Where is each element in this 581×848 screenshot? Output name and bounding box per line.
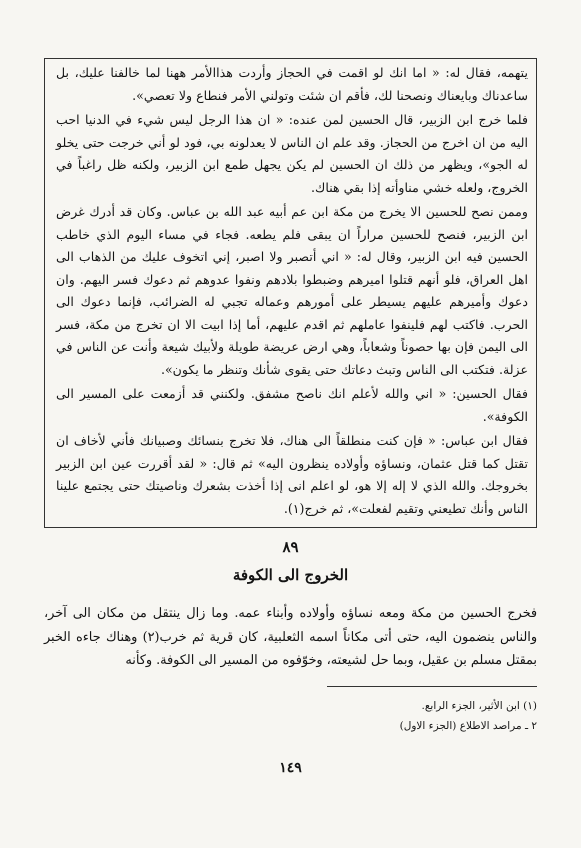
- section-number: ٨٩: [282, 538, 299, 556]
- passage-paragraph-2: فلما خرج ابن الزبير، قال الحسين لمن عنده: « ان هذا الرجل ليس شيء في الدنيا احب اليه من ان اخرج من الحجاز. وقد علم ان الناس لا يعدلونه بي، فود لو أني خرجت حتى يخلو له الجو»، ويظهر من ذلك ان الحسين لم يكن يجهل طمع ابن الزبير، ولكنه ظل راغباً في الخروج، ولعله خشي مناوأته إذا بقي هناك.: [56, 112, 528, 195]
- section-title: الخروج الى الكوفة: [232, 566, 349, 584]
- body-text: [44, 602, 537, 673]
- passage-paragraph-5: فقال ابن عباس: « فإن كنت منطلقاً الى هناك، فلا تخرج بنسائك وصبيانك فأني لأخاف ان تقتل كما قتل عثمان، ونساؤه وأولاده ينظرون اليه» ثم قال: « لقد أقررت عين ابن الزبير بخروجك. والله الذي لا إله إلا هو، لو اعلم انى إذا أخذت بشعرك وناصيتك حتى يجتمع علينا الناس وأنك تطيعني وتقيم لفعلت»، ثم خرج(١).: [56, 433, 528, 516]
- footnotes: [44, 696, 537, 736]
- page-number: ١٤٩: [279, 760, 302, 776]
- boxed-passage: [56, 62, 528, 520]
- footnote-divider: [327, 686, 537, 687]
- passage-paragraph-3: وممن نصح للحسين الا يخرج من مكة ابن عم أبيه عبد الله بن عباس. وكان قد أدرك غرض ابن الزبير، فنصح للحسين مراراً ان يبقى فلم يطعه. فجاء في مساء اليوم الذي خاطب الحسين فيه ابن الزبير، وقال له: « اني أتصبر ولا اصبر، إني اتخوف عليك من الذهاب الى اهل العراق، فلو أنهم قتلوا اميرهم وضبطوا بلادهم ونفوا عدوهم ثم دعوك فسر اليهم. وان دعوك وأميرهم عليهم يسيطر على أمورهم وعماله تجبي له الضرائب، فإنما دعوك الى الحرب. فاكتب لهم فلينفوا عاملهم ثم اقدم عليهم، أما إذا ابيت الا ان تخرج من مكة، فسر الى اليمن فإن بها حصوناً وشعاباً، وهي ارض عريضة طويلة ولأبيك شيعة وأنت عن الناس في عزلة. فتكتب الى الناس وتبث دعاتك حتى يقوى شأنك وتنظر ما يكون».: [56, 204, 528, 377]
- passage-paragraph-1: يتهمه، فقال له: « اما انك لو اقمت في الحجاز وأردت هذاالأمر ههنا لما خالفنا عليك، بل ساعدناك وبايعناك ونصحنا لك، فأقم ان شئت وتولني الأمر فنطاع ولا تعصي».: [56, 65, 528, 103]
- body-paragraph-1: فخرج الحسين من مكة ومعه نساؤه وأولاده وأبناء عمه. وما زال ينتقل من مكان الى آخر، والناس ينضمون اليه، حتى أتى مكاناً اسمه الثعلبية، كان قرية ثم خرب(٢) وهناك جاءه الخبر بمقتل مسلم بن عقيل، وبما حل لشيعته، وخوّفوه من المسير الى الكوفة. وكأنه: [44, 606, 537, 668]
- footnote-2: ٢ ـ مراصد الاطلاع (الجزء الاول): [399, 720, 537, 732]
- passage-paragraph-4: فقال الحسين: « اني والله لأعلم انك ناصح مشفق. ولكنني قد أزمعت على المسير الى الكوفة».: [56, 386, 528, 424]
- footnote-1: (١) ابن الأثير، الجزء الرابع.: [421, 700, 537, 712]
